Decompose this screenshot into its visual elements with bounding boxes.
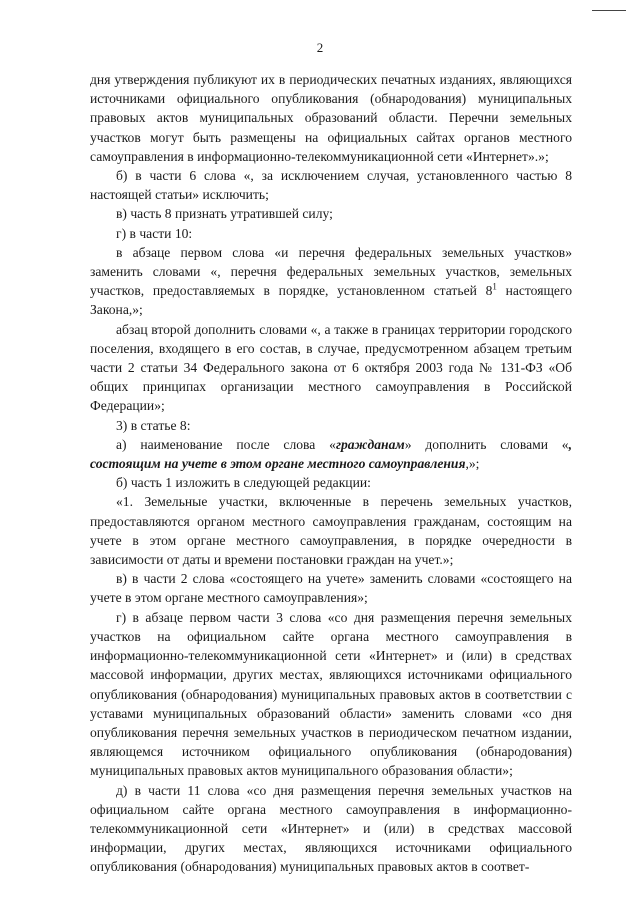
paragraph-7: 3) в статье 8: (116, 417, 191, 433)
paragraph-9: б) часть 1 изложить в следующей редакции: (116, 475, 371, 491)
paragraph-5 (90, 243, 572, 320)
paragraph-11: в) в части 2 слова «состоящего на учете» заменить словами «состоящего на учете в этом органе местного самоуправления»; (90, 571, 572, 606)
paragraph-4: г) в части 10: (116, 225, 193, 241)
paragraph-8-part-2: » дополнить словами « (404, 436, 569, 452)
paragraph-1: дня утверждения публикуют их в периодических печатных изданиях, являющихся источниками официального опубликования (обнародования) муниципальных правовых актов муниципальных образований области. Перечни земельных участков могут быть размещены на официальных сайтах органов местного самоуправления в информационно-телекоммуникационной сети «Интернет».»; (90, 72, 572, 164)
document-body (90, 70, 572, 877)
paragraph-5-part-2: настоящего Закона,»; (90, 283, 573, 318)
paragraph-10: «1. Земельные участки, включенные в перечень земельных участков, предоставляются органом местного самоуправления гражданам, состоящим на учете в этом органе местного самоуправления, в порядке очередности в зависимости от даты и времени постановки граждан на учет.»; (90, 494, 572, 568)
paragraph-6: абзац второй дополнить словами «, а также в границах территории городского поселения, входящего в его состав, в случае, предусмотренном абзацем третьим части 2 статьи 34 Федерального закона от 6 октября 2003 года № 131-ФЗ «Об общих принципах организации местного самоуправления в Российской Федерации»; (90, 321, 572, 414)
paragraph-8-part-1: а) наименование после слова « (116, 436, 336, 452)
paragraph-8-part-3: ,»; (465, 456, 480, 472)
emphasis-phrase: , состоящим на учете в этом органе местного самоуправления (90, 436, 573, 472)
paragraph-13: д) в части 11 слова «со дня размещения перечня земельных участков на официальном сайте органа местного самоуправления в информационно-телекоммуникационной сети «Интернет» и (или) в средствах массовой информации, других местах, являющихся источниками официального опубликования (обнародования) муниципальных правовых актов в соответ- (90, 782, 572, 875)
paragraph-2: б) в части 6 слова «, за исключением случая, установленного частью 8 настоящей статьи» исключить; (90, 168, 572, 203)
emphasis-word: гражданам (335, 436, 405, 452)
paragraph-12: г) в абзаце первом части 3 слова «со дня размещения перечня земельных участков на официальном сайте органа местного самоуправления в информационно-телекоммуникационной сети «Интернет» и (или) в средствах массовой информации, других местах, являющихся источниками официального опубликования (обнародования) муниципальных правовых актов в соответствии с уставами муниципальных образований области» заменить словами «со дня опубликования перечня земельных участков в периодическом печатном издании, являющемся источником официального опубликования (обнародования) муниципальных правовых актов муниципального образования области»; (90, 609, 572, 779)
page-number: 2 (316, 40, 324, 55)
paragraph-5-part-1: в абзаце первом слова «и перечня федеральных земельных участков» заменить словами «, перечня федеральных земельных участков, земельных участков, предоставляемых в порядке, установленном статьей 8 (90, 244, 572, 299)
superscript-index: 1 (492, 281, 497, 292)
paragraph-3: в) часть 8 признать утратившей силу; (116, 206, 333, 222)
corner-scan-mark (592, 10, 626, 11)
paragraph-8 (90, 435, 572, 473)
